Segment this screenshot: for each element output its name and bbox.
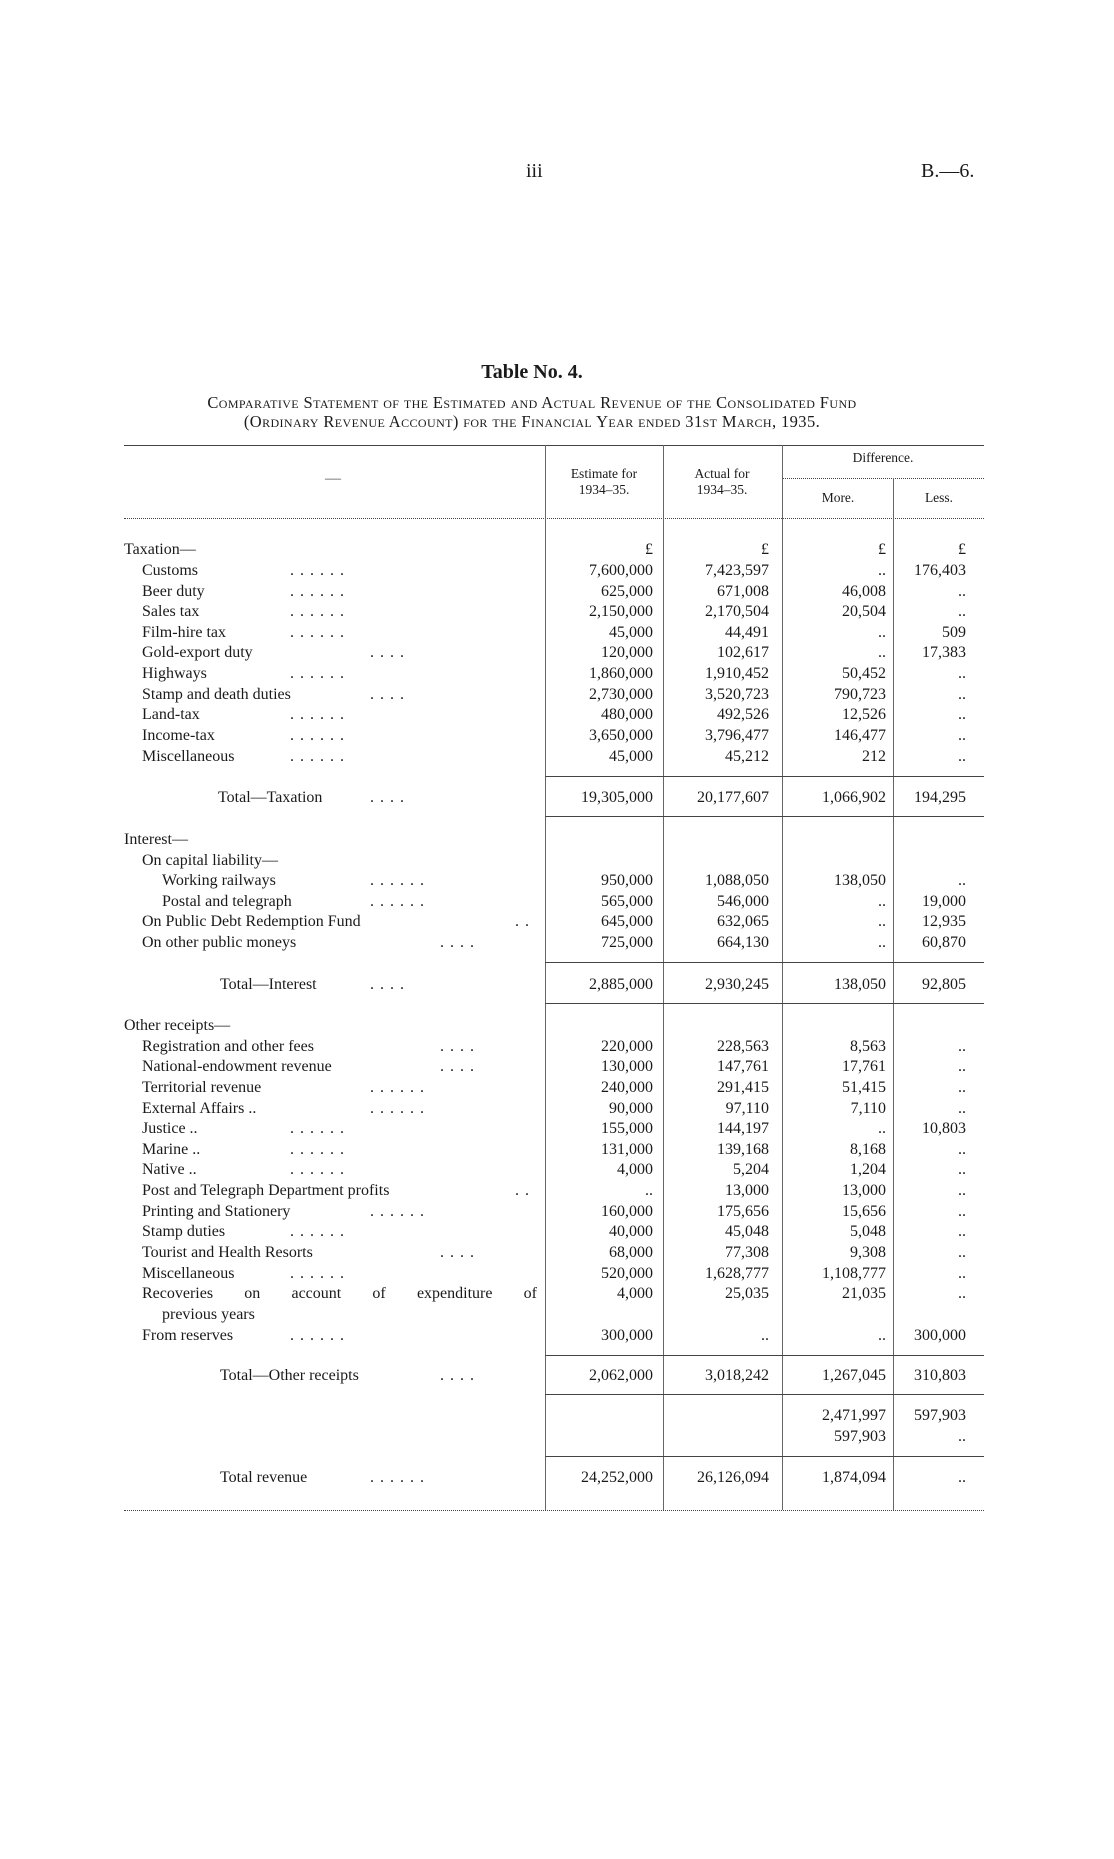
more-cell: 12,526	[842, 706, 886, 723]
subtitle-line-2: (Ordinary Revenue Account) for the Financial Year ended 31st March, 1935.	[243, 412, 821, 431]
actual-cell: 20,177,607	[697, 789, 769, 806]
total-row	[0, 1366, 1114, 1386]
less-cell: 194,295	[914, 789, 966, 806]
leader-dots: . . . . . .	[370, 1100, 425, 1117]
table-row	[0, 685, 1114, 705]
less-cell: ..	[958, 1469, 966, 1486]
more-cell: ..	[878, 624, 886, 641]
subtotal-row	[0, 1406, 1114, 1426]
grand-total-rule	[545, 1456, 984, 1457]
more-cell: 20,504	[842, 603, 886, 620]
grand-total-label: Total revenue	[220, 1469, 308, 1486]
leader-dots: . . . . . .	[290, 748, 345, 765]
less-cell: ..	[958, 686, 966, 703]
estimate-cell: 625,000	[601, 583, 653, 600]
estimate-cell: 520,000	[601, 1265, 653, 1282]
estimate-cell: 7,600,000	[589, 562, 653, 579]
estimate-cell: 3,650,000	[589, 727, 653, 744]
currency-symbol: £	[645, 541, 653, 558]
row-label: On Public Debt Redemption Fund	[142, 913, 361, 930]
actual-cell: 671,008	[717, 583, 769, 600]
row-label: Beer duty	[142, 583, 205, 600]
estimate-header	[550, 466, 658, 498]
more-cell: ..	[878, 913, 886, 930]
more-cell: 5,048	[850, 1223, 886, 1240]
leader-dots: . . . .	[440, 1244, 475, 1261]
estimate-cell: 2,062,000	[589, 1367, 653, 1384]
more-cell: ..	[878, 934, 886, 951]
less-cell: ..	[958, 1223, 966, 1240]
actual-cell: 144,197	[717, 1120, 769, 1137]
taxation-total-bottom-rule	[545, 816, 984, 817]
estimate-cell: 131,000	[601, 1141, 653, 1158]
total-row	[0, 975, 1114, 995]
subtotal-row	[0, 1427, 1114, 1447]
estimate-cell: 480,000	[601, 706, 653, 723]
leader-dots: . .	[515, 1182, 530, 1199]
more-cell: ..	[878, 1327, 886, 1344]
less-cell: ..	[958, 1285, 966, 1302]
more-cell: 8,563	[850, 1038, 886, 1055]
less-cell: ..	[958, 1203, 966, 1220]
row-label: Marine ..	[142, 1141, 201, 1158]
actual-cell: 1,628,777	[705, 1265, 769, 1282]
row-label: Registration and other fees	[142, 1038, 314, 1055]
difference-header: Difference.	[852, 450, 914, 465]
actual-cell: 3,796,477	[705, 727, 769, 744]
leader-dots: . . . .	[440, 1038, 475, 1055]
row-label: Stamp and death duties	[142, 686, 291, 703]
leader-dots: . . . . . .	[290, 583, 345, 600]
more-cell: 1,066,902	[822, 789, 886, 806]
more-cell: 1,267,045	[822, 1367, 886, 1384]
leader-dots: . . . . . .	[290, 1141, 345, 1158]
actual-cell: 77,308	[725, 1244, 769, 1261]
actual-cell: 492,526	[717, 706, 769, 723]
actual-cell: 2,170,504	[705, 603, 769, 620]
label-column-header: —	[325, 470, 341, 487]
estimate-cell: 2,730,000	[589, 686, 653, 703]
row-label: From reserves	[142, 1327, 234, 1344]
less-cell: 92,805	[922, 976, 966, 993]
leader-dots: . . . . . .	[290, 706, 345, 723]
table-row-continuation	[0, 1305, 1114, 1325]
interest-total-rule	[545, 962, 984, 963]
more-cell: 138,050	[834, 976, 886, 993]
less-cell: 17,383	[922, 644, 966, 661]
row-label: Highways	[142, 665, 207, 682]
table-row	[0, 1202, 1114, 1222]
leader-dots: . . . . . .	[370, 872, 425, 889]
currency-row	[0, 540, 1114, 560]
row-label: National-endowment revenue	[142, 1058, 332, 1075]
total-label: Total—Other receipts	[220, 1367, 359, 1384]
actual-cell: 664,130	[717, 934, 769, 951]
estimate-cell: 220,000	[601, 1038, 653, 1055]
total-label: Total—Interest	[220, 976, 317, 993]
more-cell: 146,477	[834, 727, 886, 744]
more-cell: 21,035	[842, 1285, 886, 1302]
document-reference: B.—6.	[921, 160, 975, 182]
actual-cell: 139,168	[717, 1141, 769, 1158]
table-row	[0, 1264, 1114, 1284]
estimate-cell: ..	[645, 1182, 653, 1199]
actual-cell: 7,423,597	[705, 562, 769, 579]
actual-cell: 44,491	[725, 624, 769, 641]
more-cell: 8,168	[850, 1141, 886, 1158]
more-cell: 13,000	[842, 1182, 886, 1199]
leader-dots: . . . .	[440, 934, 475, 951]
row-label: Income-tax	[142, 727, 215, 744]
interest-total-bottom-rule	[545, 1003, 984, 1004]
row-label-continuation: previous years	[162, 1306, 255, 1323]
currency-symbol: £	[878, 541, 886, 558]
subtitle-line-1: Comparative Statement of the Estimated and Actual Revenue of the Consolidated Fund	[207, 393, 857, 412]
row-label: Land-tax	[142, 706, 200, 723]
actual-cell: 97,110	[725, 1100, 769, 1117]
row-label: Film-hire tax	[142, 624, 226, 641]
more-cell: ..	[878, 562, 886, 579]
less-cell: ..	[958, 603, 966, 620]
leader-dots: . . . . . .	[290, 562, 345, 579]
leader-dots: . .	[515, 913, 530, 930]
table-row	[0, 582, 1114, 602]
currency-symbol: £	[958, 541, 966, 558]
table-row	[0, 1037, 1114, 1057]
taxation-total-rule	[545, 776, 984, 777]
leader-dots: . . . . . .	[290, 1120, 345, 1137]
actual-header	[668, 466, 776, 498]
actual-header-line-1: Actual for	[694, 466, 750, 481]
actual-cell: 175,656	[717, 1203, 769, 1220]
leader-dots: . . . . . .	[370, 1203, 425, 1220]
table-row	[0, 1078, 1114, 1098]
table-row	[0, 602, 1114, 622]
more-cell: ..	[878, 1120, 886, 1137]
actual-cell: 26,126,094	[697, 1469, 769, 1486]
more-cell: ..	[878, 893, 886, 910]
estimate-cell: 1,860,000	[589, 665, 653, 682]
table-row	[0, 705, 1114, 725]
less-cell: ..	[958, 706, 966, 723]
table-row	[0, 664, 1114, 684]
less-cell: ..	[958, 1428, 966, 1445]
row-label: Recoveries on account of expenditure of	[142, 1285, 537, 1302]
more-cell: 597,903	[834, 1428, 886, 1445]
actual-cell: 228,563	[717, 1038, 769, 1055]
less-cell: 310,803	[914, 1367, 966, 1384]
actual-cell: 3,018,242	[705, 1367, 769, 1384]
other-receipts-heading: Other receipts—	[124, 1017, 231, 1034]
less-cell: ..	[958, 1161, 966, 1178]
other-total-rule	[545, 1355, 984, 1356]
estimate-header-line-2: 1934–35.	[578, 482, 630, 497]
more-cell: 15,656	[842, 1203, 886, 1220]
actual-cell: 45,048	[725, 1223, 769, 1240]
less-cell: ..	[958, 1079, 966, 1096]
row-label: Justice ..	[142, 1120, 198, 1137]
less-cell: ..	[958, 1141, 966, 1158]
leader-dots: . . . . . .	[290, 1161, 345, 1178]
estimate-cell: 4,000	[617, 1161, 653, 1178]
section-subheading-row	[0, 851, 1114, 871]
table-row	[0, 933, 1114, 953]
row-label: Postal and telegraph	[162, 893, 292, 910]
estimate-cell: 155,000	[601, 1120, 653, 1137]
estimate-cell: 24,252,000	[581, 1469, 653, 1486]
other-total-bottom-rule	[545, 1394, 984, 1395]
row-label: Native ..	[142, 1161, 197, 1178]
row-label: Printing and Stationery	[142, 1203, 291, 1220]
estimate-cell: 645,000	[601, 913, 653, 930]
actual-cell: 102,617	[717, 644, 769, 661]
less-cell: ..	[958, 665, 966, 682]
less-cell: ..	[958, 1244, 966, 1261]
table-row	[0, 1326, 1114, 1346]
more-cell: 46,008	[842, 583, 886, 600]
more-cell: 212	[862, 748, 886, 765]
leader-dots: . . . . . .	[290, 1327, 345, 1344]
estimate-cell: 2,885,000	[589, 976, 653, 993]
row-label: On other public moneys	[142, 934, 297, 951]
table-row	[0, 726, 1114, 746]
table-bottom-rule	[124, 1510, 984, 1511]
table-row	[0, 1181, 1114, 1201]
leader-dots: . . . .	[370, 789, 405, 806]
actual-cell: 2,930,245	[705, 976, 769, 993]
estimate-cell: 950,000	[601, 872, 653, 889]
estimate-cell: 130,000	[601, 1058, 653, 1075]
estimate-cell: 160,000	[601, 1203, 653, 1220]
row-label: Customs	[142, 562, 199, 579]
less-cell: 176,403	[914, 562, 966, 579]
estimate-cell: 19,305,000	[581, 789, 653, 806]
section-heading-row	[0, 830, 1114, 850]
actual-cell: 1,088,050	[705, 872, 769, 889]
estimate-cell: 565,000	[601, 893, 653, 910]
row-label: Stamp duties	[142, 1223, 226, 1240]
table-row	[0, 747, 1114, 767]
row-label: Working railways	[162, 872, 276, 889]
table-row	[0, 1243, 1114, 1263]
difference-split-rule	[782, 478, 984, 479]
less-cell: ..	[958, 1038, 966, 1055]
actual-cell: 25,035	[725, 1285, 769, 1302]
row-label: Post and Telegraph Department profits	[142, 1182, 390, 1199]
leader-dots: . . . . . .	[290, 603, 345, 620]
more-cell: 790,723	[834, 686, 886, 703]
less-cell: ..	[958, 1265, 966, 1282]
more-cell: 7,110	[850, 1100, 886, 1117]
actual-cell: ..	[761, 1327, 769, 1344]
actual-cell: 546,000	[717, 893, 769, 910]
leader-dots: . . . . . .	[370, 893, 425, 910]
less-cell: ..	[958, 1058, 966, 1075]
table-row	[0, 912, 1114, 932]
less-cell: ..	[958, 748, 966, 765]
table-title: Table No. 4.	[481, 361, 583, 383]
leader-dots: . . . . . .	[370, 1469, 425, 1486]
table-row	[0, 1160, 1114, 1180]
table-row	[0, 643, 1114, 663]
more-cell: 9,308	[850, 1244, 886, 1261]
estimate-cell: 725,000	[601, 934, 653, 951]
more-header: More.	[821, 490, 855, 505]
row-label: Sales tax	[142, 603, 200, 620]
leader-dots: . . . . . .	[290, 665, 345, 682]
leader-dots: . . . . . .	[290, 1265, 345, 1282]
actual-cell: 45,212	[725, 748, 769, 765]
less-cell: 12,935	[922, 913, 966, 930]
less-cell: ..	[958, 583, 966, 600]
estimate-cell: 300,000	[601, 1327, 653, 1344]
table-row	[0, 1284, 1114, 1304]
less-cell: 597,903	[914, 1407, 966, 1424]
leader-dots: . . . .	[370, 686, 405, 703]
table-row	[0, 1057, 1114, 1077]
section-heading-row	[0, 1016, 1114, 1036]
estimate-cell: 68,000	[609, 1244, 653, 1261]
table-top-rule	[124, 445, 984, 446]
estimate-cell: 120,000	[601, 644, 653, 661]
table-row	[0, 561, 1114, 581]
more-cell: 1,108,777	[822, 1265, 886, 1282]
interest-heading: Interest—	[124, 831, 188, 848]
leader-dots: . . . . . .	[370, 1079, 425, 1096]
row-label: Miscellaneous	[142, 748, 235, 765]
row-label: External Affairs ..	[142, 1100, 257, 1117]
grand-total-row	[0, 1468, 1114, 1488]
row-label: Territorial revenue	[142, 1079, 262, 1096]
estimate-cell: 240,000	[601, 1079, 653, 1096]
more-cell: 17,761	[842, 1058, 886, 1075]
estimate-cell: 2,150,000	[589, 603, 653, 620]
currency-symbol: £	[761, 541, 769, 558]
less-cell: 10,803	[922, 1120, 966, 1137]
estimate-header-line-1: Estimate for	[570, 466, 638, 481]
header-bottom-rule	[124, 518, 984, 519]
leader-dots: . . . .	[440, 1367, 475, 1384]
actual-cell: 291,415	[717, 1079, 769, 1096]
more-cell: 1,874,094	[822, 1469, 886, 1486]
table-row	[0, 1140, 1114, 1160]
table-row	[0, 1222, 1114, 1242]
more-cell: 138,050	[834, 872, 886, 889]
actual-cell: 1,910,452	[705, 665, 769, 682]
row-label: Gold-export duty	[142, 644, 253, 661]
actual-header-line-2: 1934–35.	[696, 482, 748, 497]
estimate-cell: 45,000	[609, 748, 653, 765]
leader-dots: . . . . . .	[290, 624, 345, 641]
less-cell: 509	[942, 624, 966, 641]
table-row	[0, 1119, 1114, 1139]
more-cell: 51,415	[842, 1079, 886, 1096]
table-row	[0, 1099, 1114, 1119]
less-cell: ..	[958, 1182, 966, 1199]
estimate-cell: 45,000	[609, 624, 653, 641]
actual-cell: 3,520,723	[705, 686, 769, 703]
leader-dots: . . . .	[370, 976, 405, 993]
table-row	[0, 871, 1114, 891]
taxation-heading: Taxation—	[124, 541, 196, 558]
less-cell: 300,000	[914, 1327, 966, 1344]
table-row	[0, 623, 1114, 643]
less-cell: ..	[958, 872, 966, 889]
less-cell: 19,000	[922, 893, 966, 910]
table-row	[0, 892, 1114, 912]
actual-cell: 5,204	[733, 1161, 769, 1178]
less-cell: 60,870	[922, 934, 966, 951]
interest-subheading: On capital liability—	[142, 852, 278, 869]
more-cell: 1,204	[850, 1161, 886, 1178]
less-cell: ..	[958, 727, 966, 744]
page-number: iii	[526, 160, 543, 182]
row-label: Miscellaneous	[142, 1265, 235, 1282]
leader-dots: . . . . . .	[290, 727, 345, 744]
leader-dots: . . . .	[440, 1058, 475, 1075]
actual-cell: 147,761	[717, 1058, 769, 1075]
actual-cell: 13,000	[725, 1182, 769, 1199]
actual-cell: 632,065	[717, 913, 769, 930]
estimate-cell: 40,000	[609, 1223, 653, 1240]
more-cell: 2,471,997	[822, 1407, 886, 1424]
more-cell: ..	[878, 644, 886, 661]
estimate-cell: 4,000	[617, 1285, 653, 1302]
total-row	[0, 788, 1114, 808]
leader-dots: . . . .	[370, 644, 405, 661]
leader-dots: . . . . . .	[290, 1223, 345, 1240]
less-header: Less.	[924, 490, 954, 505]
estimate-cell: 90,000	[609, 1100, 653, 1117]
more-cell: 50,452	[842, 665, 886, 682]
total-label: Total—Taxation	[218, 789, 323, 806]
less-cell: ..	[958, 1100, 966, 1117]
row-label: Tourist and Health Resorts	[142, 1244, 313, 1261]
